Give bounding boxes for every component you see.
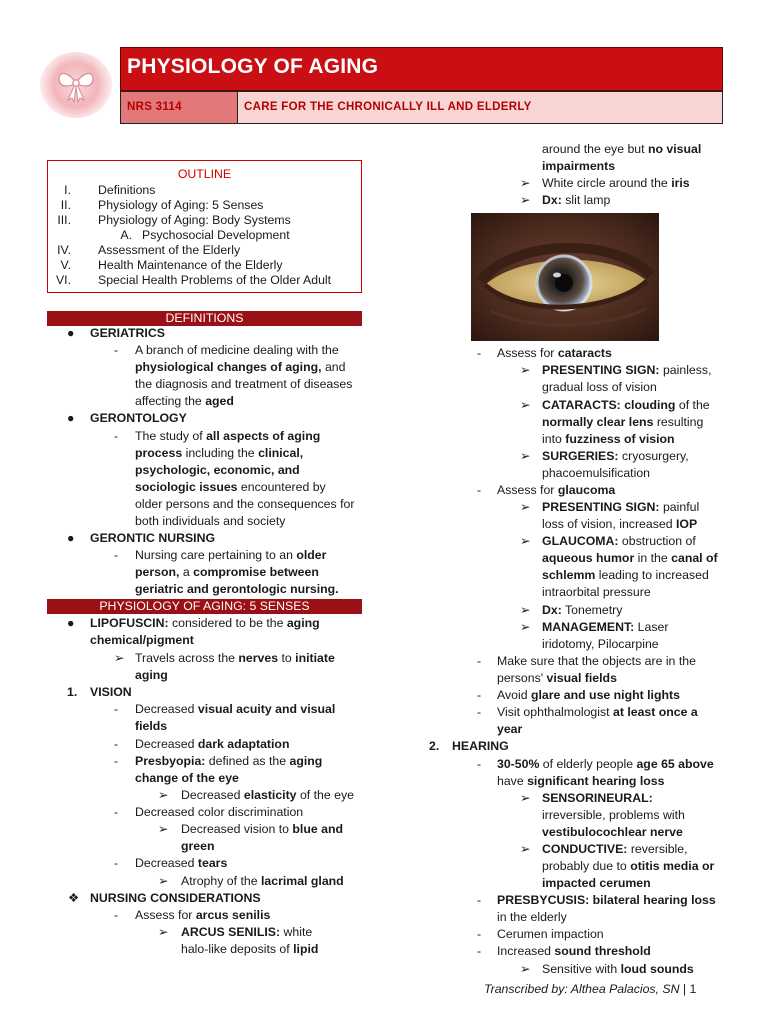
text-line bbox=[542, 362, 711, 379]
emphasis: fuzziness of vision bbox=[565, 432, 675, 446]
bullet-marker: ● bbox=[67, 326, 75, 340]
text-span: resulting bbox=[653, 415, 704, 429]
emphasis: chemical/pigment bbox=[90, 633, 194, 647]
outline-item bbox=[48, 183, 361, 198]
text-line bbox=[135, 718, 167, 735]
text-line bbox=[135, 428, 320, 445]
text-span: of elderly people bbox=[539, 757, 637, 771]
text-line bbox=[542, 567, 709, 584]
arrow-marker: ➢ bbox=[158, 925, 169, 939]
text-span: in the bbox=[634, 551, 672, 565]
text-line bbox=[135, 479, 326, 496]
arrow-marker: ➢ bbox=[114, 651, 125, 665]
dash-marker: - bbox=[114, 548, 119, 562]
emphasis: schlemm bbox=[542, 568, 596, 582]
text-line bbox=[135, 753, 322, 770]
text-line bbox=[542, 824, 683, 841]
text-span: affecting the bbox=[135, 394, 206, 408]
page-number: 1 bbox=[689, 982, 697, 996]
arrow-marker: ➢ bbox=[520, 603, 531, 617]
emphasis: SENSORINEURAL: bbox=[542, 791, 653, 805]
arrow-marker: ➢ bbox=[520, 176, 531, 190]
text-line bbox=[542, 619, 668, 636]
subsection-heading bbox=[90, 684, 132, 701]
emphasis: compromise between bbox=[193, 565, 319, 579]
emphasis: visual fields bbox=[546, 671, 617, 685]
emphasis: CONDUCTIVE: bbox=[542, 842, 628, 856]
text-span: The study of bbox=[135, 429, 207, 443]
text-span: Increased bbox=[497, 944, 555, 958]
dash-marker: - bbox=[477, 893, 482, 907]
text-span: leading to increased bbox=[595, 568, 709, 582]
emphasis: canal of bbox=[671, 551, 718, 565]
course-name: CARE FOR THE CHRONICALLY ILL AND ELDERLY bbox=[244, 101, 532, 113]
text-line: older persons and the consequences for bbox=[135, 497, 355, 511]
text-span: encountered by bbox=[237, 480, 326, 494]
text-line bbox=[542, 158, 615, 175]
outline-num: VI. bbox=[55, 273, 71, 287]
term-heading bbox=[90, 325, 165, 342]
emphasis: arcus senilis bbox=[195, 908, 271, 922]
emphasis: all aspects of aging bbox=[206, 429, 321, 443]
dash-marker: - bbox=[114, 805, 119, 819]
emphasis: normally clear lens bbox=[542, 415, 654, 429]
text-line bbox=[542, 602, 622, 619]
outline-box bbox=[47, 160, 362, 293]
text-line bbox=[135, 581, 339, 598]
emphasis: otitis media or bbox=[630, 859, 715, 873]
arrow-marker: ➢ bbox=[520, 500, 531, 514]
text-line bbox=[135, 393, 234, 410]
text-line bbox=[542, 790, 653, 807]
text-line: intraorbital pressure bbox=[542, 585, 651, 599]
emphasis: year bbox=[497, 722, 523, 736]
text-span: Decreased bbox=[135, 737, 198, 751]
arrow-marker: ➢ bbox=[520, 449, 531, 463]
text-line bbox=[542, 448, 689, 465]
outline-item bbox=[48, 273, 361, 288]
text-line bbox=[135, 547, 326, 564]
dash-marker: - bbox=[114, 856, 119, 870]
emphasis: bilateral hearing loss bbox=[592, 893, 716, 907]
text-span: Laser bbox=[634, 620, 669, 634]
outline-text: Physiology of Aging: Body Systems bbox=[98, 213, 291, 227]
emphasis: loud sounds bbox=[620, 962, 694, 976]
emphasis: IOP bbox=[675, 517, 698, 531]
dash-marker: - bbox=[114, 702, 119, 716]
arrow-marker: ➢ bbox=[520, 620, 531, 634]
emphasis: impairments bbox=[542, 159, 616, 173]
text-span: painful bbox=[659, 500, 700, 514]
emphasis: psychologic, economic, and bbox=[135, 463, 300, 477]
section-header-five-senses: PHYSIOLOGY OF AGING: 5 SENSES bbox=[47, 599, 362, 614]
text-line bbox=[135, 907, 270, 924]
text-line bbox=[497, 704, 698, 721]
text-span: Atrophy of the bbox=[181, 874, 261, 888]
text-line bbox=[497, 670, 617, 687]
text-line: the diagnosis and treatment of diseases bbox=[135, 377, 353, 391]
text-span: Travels across the bbox=[135, 651, 239, 665]
emphasis: blue and bbox=[292, 822, 343, 836]
text-line bbox=[135, 445, 303, 462]
outline-item bbox=[48, 198, 361, 213]
text-line: in the elderly bbox=[497, 910, 567, 924]
text-line bbox=[135, 855, 227, 872]
arrow-marker: ➢ bbox=[520, 842, 531, 856]
section-header-definitions: DEFINITIONS bbox=[47, 311, 362, 326]
text-span: Nursing care pertaining to an bbox=[135, 548, 297, 562]
text-span: Decreased vision to bbox=[181, 822, 293, 836]
page-title: PHYSIOLOGY OF AGING bbox=[127, 55, 379, 78]
text-span: have bbox=[497, 774, 528, 788]
dash-marker: - bbox=[114, 429, 119, 443]
bullet-marker: ● bbox=[67, 411, 75, 425]
text-line bbox=[181, 941, 318, 958]
text-line bbox=[542, 141, 701, 158]
text-span: around the eye but bbox=[542, 142, 648, 156]
text-line: Decreased color discrimination bbox=[135, 805, 304, 819]
bullet-marker: ● bbox=[67, 616, 75, 630]
outline-num: II. bbox=[60, 198, 71, 212]
text-span: of the bbox=[675, 398, 710, 412]
outline-item bbox=[48, 243, 361, 258]
emphasis: aged bbox=[205, 394, 234, 408]
outline-text: Physiology of Aging: 5 Senses bbox=[98, 198, 264, 212]
outline-num: V. bbox=[60, 258, 71, 272]
text-line: Make sure that the objects are in the bbox=[497, 654, 696, 668]
emphasis: dark adaptation bbox=[197, 737, 290, 751]
emphasis: aqueous humor bbox=[542, 551, 635, 565]
arrow-marker: ➢ bbox=[158, 874, 169, 888]
dash-marker: - bbox=[477, 757, 482, 771]
text-line bbox=[542, 192, 610, 209]
course-code-cell bbox=[121, 92, 238, 123]
text-span: a bbox=[179, 565, 194, 579]
text-line bbox=[135, 359, 345, 376]
text-span: Assess for bbox=[497, 483, 558, 497]
text-line bbox=[542, 841, 688, 858]
text-span: Visit ophthalmologist bbox=[497, 705, 613, 719]
text-line bbox=[542, 961, 694, 978]
emphasis: GLAUCOMA: bbox=[542, 534, 619, 548]
dash-marker: - bbox=[114, 737, 119, 751]
emphasis: PRESENTING SIGN: bbox=[542, 363, 660, 377]
footer-separator: | bbox=[679, 982, 690, 996]
text-line bbox=[135, 564, 319, 581]
arrow-marker: ➢ bbox=[520, 534, 531, 548]
text-span: to bbox=[278, 651, 296, 665]
text-line bbox=[135, 650, 335, 667]
text-line bbox=[135, 667, 168, 684]
text-line bbox=[542, 550, 718, 567]
course-bar bbox=[120, 91, 723, 124]
outline-num: IV. bbox=[57, 243, 71, 257]
emphasis: physiological changes bbox=[135, 360, 267, 374]
dash-marker: - bbox=[477, 688, 482, 702]
emphasis: glaucoma bbox=[557, 483, 616, 497]
text-line bbox=[181, 787, 354, 804]
term-heading bbox=[90, 410, 187, 427]
text-line bbox=[135, 701, 335, 718]
course-name-cell bbox=[238, 92, 722, 123]
term-gerontic: GERONTIC NURSING bbox=[90, 531, 216, 545]
emphasis: of aging, bbox=[266, 360, 322, 374]
diamond-marker: ❖ bbox=[68, 891, 80, 905]
dash-marker: - bbox=[477, 705, 482, 719]
emphasis: age 65 above bbox=[636, 757, 714, 771]
outline-text: Assessment of the Elderly bbox=[98, 243, 241, 257]
text-line bbox=[181, 821, 343, 838]
subsection-heading bbox=[90, 890, 261, 907]
arcus-senilis-eye-photo bbox=[471, 213, 659, 341]
dash-marker: - bbox=[114, 343, 119, 357]
emphasis: fields bbox=[135, 719, 168, 733]
bullet-marker: ● bbox=[67, 531, 75, 545]
text-line bbox=[135, 770, 239, 787]
emphasis: at least once a bbox=[612, 705, 698, 719]
text-line: iridotomy, Pilocarpine bbox=[542, 637, 659, 651]
text-line bbox=[542, 499, 699, 516]
text-line bbox=[542, 175, 690, 192]
arrow-marker: ➢ bbox=[520, 791, 531, 805]
text-line: irreversible, problems with bbox=[542, 808, 685, 822]
heading-nursing-considerations: NURSING CONSIDERATIONS bbox=[90, 891, 261, 905]
text-span: defined as the bbox=[205, 754, 290, 768]
emphasis: older bbox=[296, 548, 327, 562]
emphasis: clouding bbox=[624, 398, 676, 412]
text-span: white bbox=[280, 925, 313, 939]
emphasis: geriatric and gerontologic nursing. bbox=[135, 582, 339, 596]
text-span: cryosurgery, bbox=[618, 449, 689, 463]
text-line bbox=[497, 687, 680, 704]
text-span: including the bbox=[182, 446, 259, 460]
text-line: A branch of medicine dealing with the bbox=[135, 343, 339, 357]
text-span: considered to be the bbox=[168, 616, 287, 630]
outline-item bbox=[48, 213, 361, 228]
emphasis: sound threshold bbox=[554, 944, 651, 958]
heading-hearing: HEARING bbox=[452, 739, 509, 753]
emphasis: lacrimal gland bbox=[260, 874, 344, 888]
dash-marker: - bbox=[477, 944, 482, 958]
text-span: Decreased bbox=[181, 788, 244, 802]
outline-num: A. bbox=[120, 228, 132, 242]
dash-marker: - bbox=[114, 908, 119, 922]
heading-vision: VISION bbox=[90, 685, 132, 699]
text-span: probably due to bbox=[542, 859, 631, 873]
text-line bbox=[542, 516, 697, 533]
text-span: slit lamp bbox=[561, 193, 611, 207]
emphasis: CATARACTS: bbox=[542, 398, 621, 412]
emphasis: person, bbox=[135, 565, 180, 579]
bow-icon bbox=[54, 65, 98, 105]
emphasis: iris bbox=[671, 176, 690, 190]
term-geriatrics: GERIATRICS bbox=[90, 326, 165, 340]
arrow-marker: ➢ bbox=[520, 962, 531, 976]
number-marker: 1. bbox=[67, 685, 78, 699]
text-line bbox=[497, 721, 522, 738]
emphasis: change of the eye bbox=[135, 771, 239, 785]
arrow-marker: ➢ bbox=[520, 193, 531, 207]
text-line bbox=[497, 892, 716, 909]
emphasis: Dx: bbox=[542, 603, 562, 617]
emphasis: impacted cerumen bbox=[542, 876, 651, 890]
text-span: White circle around the bbox=[542, 176, 672, 190]
emphasis: PRESBYCUSIS: bbox=[497, 893, 590, 907]
emphasis: visual acuity and visual bbox=[197, 702, 336, 716]
text-line: Cerumen impaction bbox=[497, 927, 604, 941]
emphasis: MANAGEMENT: bbox=[542, 620, 635, 634]
emphasis: process bbox=[135, 446, 183, 460]
outline-num: III. bbox=[57, 213, 71, 227]
text-span: Sensitive with bbox=[542, 962, 621, 976]
emphasis: glare and use night lights bbox=[530, 688, 680, 702]
emphasis: Dx: bbox=[542, 193, 562, 207]
text-line bbox=[542, 431, 675, 448]
outline-text: Health Maintenance of the Elderly bbox=[98, 258, 283, 272]
term-gerontology: GERONTOLOGY bbox=[90, 411, 187, 425]
text-line bbox=[542, 875, 651, 892]
ribbon-logo bbox=[40, 52, 112, 118]
dash-marker: - bbox=[477, 346, 482, 360]
emphasis: ARCUS SENILIS: bbox=[181, 925, 281, 939]
emphasis: initiate bbox=[295, 651, 335, 665]
text-line bbox=[497, 345, 612, 362]
outline-item bbox=[48, 228, 361, 243]
text-line bbox=[181, 924, 312, 941]
text-line bbox=[135, 736, 289, 753]
emphasis: aging bbox=[135, 668, 168, 682]
text-span: halo-like deposits of bbox=[181, 942, 294, 956]
emphasis: aging bbox=[286, 616, 320, 630]
dash-marker: - bbox=[477, 927, 482, 941]
text-line bbox=[90, 632, 194, 649]
course-code: NRS 3114 bbox=[127, 101, 182, 113]
arrow-marker: ➢ bbox=[158, 822, 169, 836]
text-line bbox=[542, 414, 703, 431]
text-span: Assess for bbox=[497, 346, 558, 360]
text-span: and bbox=[321, 360, 346, 374]
text-line: both individuals and society bbox=[135, 514, 286, 528]
text-line bbox=[542, 533, 696, 550]
emphasis: no visual bbox=[647, 142, 702, 156]
dash-marker: - bbox=[114, 754, 119, 768]
footer-credit bbox=[484, 982, 696, 996]
text-line bbox=[497, 943, 651, 960]
emphasis: vestibulocochlear nerve bbox=[542, 825, 683, 839]
subsection-heading bbox=[452, 738, 509, 755]
text-line bbox=[181, 838, 215, 855]
emphasis: 30-50% bbox=[497, 757, 540, 771]
text-line bbox=[90, 615, 320, 632]
outline-heading: OUTLINE bbox=[177, 167, 232, 181]
text-span: painless, bbox=[659, 363, 712, 377]
outline-item bbox=[48, 258, 361, 273]
emphasis: aging bbox=[289, 754, 323, 768]
text-line bbox=[497, 773, 664, 790]
term-heading bbox=[90, 530, 215, 547]
emphasis: nerves bbox=[238, 651, 279, 665]
emphasis: tears bbox=[197, 856, 228, 870]
outline-text: Definitions bbox=[98, 183, 156, 197]
text-span: persons' bbox=[497, 671, 547, 685]
dash-marker: - bbox=[477, 483, 482, 497]
text-span: Tonemetry bbox=[561, 603, 623, 617]
title-bar bbox=[120, 47, 723, 91]
text-line bbox=[181, 873, 344, 890]
text-span: loss of vision, increased bbox=[542, 517, 676, 531]
text-line bbox=[542, 858, 714, 875]
text-span: Decreased bbox=[135, 702, 198, 716]
text-line: gradual loss of vision bbox=[542, 380, 657, 394]
text-span: Decreased bbox=[135, 856, 198, 870]
text-span: of the eye bbox=[296, 788, 354, 802]
emphasis: cataracts bbox=[557, 346, 612, 360]
emphasis: PRESENTING SIGN: bbox=[542, 500, 660, 514]
transcriber-credit: Transcribed by: Althea Palacios, SN bbox=[484, 982, 680, 996]
emphasis: Presbyopia: bbox=[135, 754, 206, 768]
outline-text: Special Health Problems of the Older Adult bbox=[98, 273, 332, 287]
arrow-marker: ➢ bbox=[520, 398, 531, 412]
text-line bbox=[135, 462, 300, 479]
emphasis: LIPOFUSCIN: bbox=[90, 616, 169, 630]
outline-text: Psychosocial Development bbox=[142, 228, 290, 242]
dash-marker: - bbox=[477, 654, 482, 668]
emphasis: sociologic issues bbox=[135, 480, 238, 494]
emphasis: green bbox=[181, 839, 215, 853]
number-marker: 2. bbox=[429, 739, 440, 753]
arrow-marker: ➢ bbox=[158, 788, 169, 802]
emphasis: SURGERIES: bbox=[542, 449, 619, 463]
text-line bbox=[497, 756, 714, 773]
outline-num: I. bbox=[64, 183, 71, 197]
text-span: Assess for bbox=[135, 908, 196, 922]
text-line: phacoemulsification bbox=[542, 466, 651, 480]
text-span: Avoid bbox=[497, 688, 531, 702]
emphasis: significant hearing loss bbox=[527, 774, 665, 788]
arrow-marker: ➢ bbox=[520, 363, 531, 377]
emphasis: clinical, bbox=[258, 446, 304, 460]
text-span: into bbox=[542, 432, 566, 446]
text-span: obstruction of bbox=[618, 534, 696, 548]
emphasis: elasticity bbox=[243, 788, 297, 802]
emphasis: lipid bbox=[293, 942, 319, 956]
text-line bbox=[542, 397, 710, 414]
text-span: reversible, bbox=[627, 842, 688, 856]
text-line bbox=[497, 482, 615, 499]
